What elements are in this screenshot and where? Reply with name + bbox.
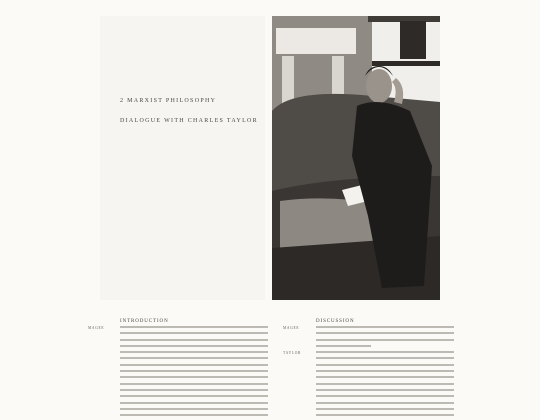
speaker-magee: MAGEE: [88, 326, 105, 330]
speaker-magee-discussion: MAGEE: [283, 326, 300, 330]
chapter-subtitle: DIALOGUE WITH CHARLES TAYLOR: [120, 118, 258, 124]
left-page: [100, 16, 265, 300]
section-heading-discussion: DISCUSSION: [316, 319, 355, 324]
chapter-number: 2 MARXIST PHILOSOPHY: [120, 98, 217, 104]
section-heading-introduction: INTRODUCTION: [120, 319, 169, 324]
discussion-text: [316, 326, 454, 420]
introduction-text: [120, 326, 268, 420]
speaker-taylor: TAYLOR: [283, 351, 302, 355]
portrait-photograph: [272, 16, 440, 300]
